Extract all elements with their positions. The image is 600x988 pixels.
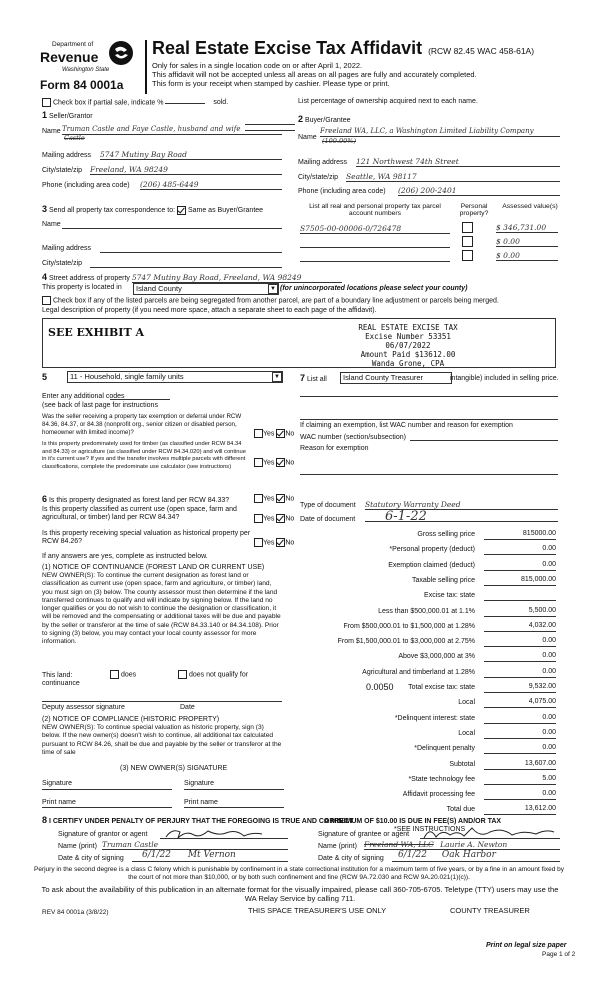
tax-row-label: Local <box>458 729 475 737</box>
tax-row-label: *Delinquent penalty <box>414 745 475 753</box>
section-6-number: 6 <box>42 494 48 504</box>
stamp-line-4: Amount Paid $13612.00 <box>360 350 456 359</box>
section-7-select[interactable] <box>340 372 452 384</box>
current-use-question: Is this property classified as current use (open space, farm and agricultural, or timber) land per RCW 84.34? <box>42 506 237 521</box>
grantee-name-struck: Freeland WA, LLC <box>364 840 434 849</box>
seller-name-field[interactable] <box>62 124 282 135</box>
header-line-2: This affidavit will not be accepted unless all areas on all pages are fully and accurately completed. <box>152 70 477 79</box>
signature-label-1: Signature <box>42 780 72 787</box>
seller-phone-label: Phone (including area code) <box>42 182 130 189</box>
tax-row-value[interactable]: 0.00 <box>484 744 556 754</box>
revenue-word: Revenue <box>40 49 99 65</box>
tax-row-value[interactable] <box>484 591 556 601</box>
buyer-pct: (100.00%) <box>322 137 356 145</box>
located-row <box>42 284 122 291</box>
buyer-mailing-field[interactable]: 121 Northwest 74th Street <box>356 157 560 167</box>
form-number: Form 84 0001a <box>40 78 124 92</box>
seller-phone-field[interactable]: (206) 485-6449 <box>140 180 282 190</box>
deputy-date-label: Date <box>180 704 195 711</box>
seller-mailing-label: Mailing address <box>42 152 92 159</box>
same-as-buyer-checkbox[interactable] <box>177 206 186 215</box>
personal-property-checkbox-2[interactable] <box>462 236 473 247</box>
timber-yes-label: Yes <box>263 459 275 467</box>
deputy-signature-field[interactable] <box>42 700 282 702</box>
timber-yesno <box>254 458 294 467</box>
grantor-city: Mt Vernon <box>187 850 236 860</box>
parcel-number-2[interactable] <box>300 238 450 248</box>
tax-row-label: Total excise tax: state <box>408 684 475 691</box>
street-address-field[interactable]: 5747 Mutiny Bay Road, Freeland, WA 98249 <box>132 273 342 283</box>
certify-text: I CERTIFY UNDER PENALTY OF PERJURY THAT THE FOREGOING IS TRUE AND CORRECT <box>48 818 354 825</box>
tax-row-label: Local <box>458 699 475 707</box>
tax-row-label: Taxable selling price <box>411 576 475 584</box>
exemption-yesno <box>254 429 294 438</box>
does-label: does <box>120 671 137 679</box>
personal-property-checkbox-1[interactable] <box>462 222 473 233</box>
tax-row-value[interactable]: 815000.00 <box>484 530 556 540</box>
grantee-sig-label: Signature of grantee or agent <box>318 831 410 838</box>
county-select[interactable] <box>133 283 279 295</box>
buyer-name-field[interactable]: Freeland WA, LLC, a Washington Limited Liability Company <box>320 127 560 137</box>
grantee-signature-scribble <box>420 826 560 840</box>
county-treasurer: COUNTY TREASURER <box>450 906 530 915</box>
s3-city-label: City/state/zip <box>42 260 83 267</box>
seller-name-value: Truman Castle and Faye Castle, husband and wife <box>62 125 241 133</box>
exemption-no-checkbox[interactable] <box>276 429 285 438</box>
s3-mailing-field[interactable] <box>100 243 282 253</box>
reason-field[interactable] <box>300 466 558 475</box>
section-3-row <box>42 204 263 215</box>
section-7-select-value: Island County Treasurer <box>343 373 424 382</box>
form-title-text: Real Estate Excise Tax Affidavit <box>152 38 423 58</box>
land-use-value: 11 - Household, single family units <box>70 372 184 381</box>
current-use-yes-checkbox[interactable] <box>254 514 263 523</box>
does-not-checkbox[interactable] <box>178 670 187 679</box>
chevron-down-icon: ▼ <box>272 372 282 382</box>
doc-type-label: Type of document <box>300 502 356 509</box>
grantor-name-label: Name (print) <box>58 843 97 850</box>
tax-row-label: Gross selling price <box>417 531 475 538</box>
grantee-date: 6/1/22 <box>398 850 427 860</box>
seller-name-label: Name <box>42 128 61 135</box>
wa-logo-icon <box>108 40 134 66</box>
tax-row-value[interactable]: 4,032.00 <box>484 622 556 632</box>
grantee-city: Oak Harbor <box>441 850 496 860</box>
tax-row-label: Affidavit processing fee <box>402 791 475 799</box>
header-line-1: Only for sales in a single location code on or after April 1, 2022. <box>152 61 363 70</box>
revision: REV 84 0001a (3/8/22) <box>42 909 109 916</box>
grantor-name-field[interactable]: Truman Castle <box>102 840 288 850</box>
historic-yes-label: Yes <box>263 539 275 547</box>
section-8-number: 8 <box>42 815 48 825</box>
parcel-number-1[interactable]: S7505-00-00006-0/726478 <box>300 224 450 234</box>
see-back-label: (see back of last page for instructions <box>42 402 158 409</box>
current-use-yes-label: Yes <box>263 515 275 523</box>
exemption-yes-label: Yes <box>263 430 275 438</box>
recorder-stamp <box>323 323 493 368</box>
buyer-mailing-label: Mailing address <box>298 159 348 166</box>
owner-print-2[interactable] <box>184 806 284 808</box>
wac-number-field[interactable] <box>410 432 558 441</box>
buyer-heading <box>298 114 351 124</box>
personal-col-header: Personal property? <box>459 203 489 217</box>
assessed-value-2[interactable]: $ 0.00 <box>496 237 558 247</box>
tax-row-value[interactable]: 0.00 <box>484 545 556 555</box>
segregated-label: Check box if any of the listed parcels are being segregated from another parcel, are part of a boundary line adjustment or parcels being merged. <box>52 297 499 305</box>
segregated-checkbox[interactable] <box>42 296 51 305</box>
assessed-value-1[interactable]: $ 346,731.00 <box>496 223 558 233</box>
grantor-signature[interactable] <box>160 828 288 839</box>
partial-sale-percent[interactable] <box>165 103 205 104</box>
forest-no-checkbox[interactable] <box>276 494 285 503</box>
exemption-question: Was the seller receiving a property tax exemption or deferral under RCW 84.36, 84.37, or 84.38 (nonprofit org., senior citizen or disabled person, homeowner with limited income)? <box>42 413 242 436</box>
segregated-row <box>42 296 499 305</box>
county-select-value: Island County <box>136 284 182 293</box>
grantor-date-field[interactable] <box>132 850 288 862</box>
notice-2-body: NEW OWNER(S): To continue special valuation as historic property, sign (3) below. If the new owner(s) doesn't wish to continue, all additional tax calculated pursuant to RCW 84.26, shall be due and payable by the seller or transferor at the time of sale <box>42 724 282 756</box>
section-2-number: 2 <box>298 114 304 124</box>
historic-no-checkbox[interactable] <box>276 538 285 547</box>
buyer-title: Buyer/Grantee <box>304 117 351 124</box>
located-label: This property is located in <box>42 284 122 291</box>
grantor-signature-scribble <box>160 828 288 840</box>
if-any-yes: If any answers are yes, complete as instructed below. <box>42 553 208 560</box>
s3-name-field[interactable] <box>62 219 282 229</box>
print-name-label-2: Print name <box>184 799 218 806</box>
timber-no-label: No <box>285 459 295 467</box>
partial-sale-checkbox[interactable] <box>42 98 51 107</box>
county-note: (for unincorporated locations please select your county) <box>280 285 468 292</box>
grantee-name-field[interactable] <box>364 840 560 850</box>
tax-row-value[interactable]: 0.00 <box>484 561 556 571</box>
legal-desc-label: Legal description of property (if you need more space, attach a separate sheet to each page of the affidavit). <box>42 307 377 314</box>
stamp-line-3: 06/07/2022 <box>385 341 431 350</box>
partial-sale-sold: sold. <box>213 99 229 107</box>
buyer-city-label: City/state/zip <box>298 174 339 181</box>
owner-signature-1[interactable] <box>42 788 172 790</box>
tax-row-label: Less than $500,000.01 at 1.1% <box>378 607 475 615</box>
exemption-wac-note: If claiming an exemption, list WAC number and reason for exemption <box>300 422 513 429</box>
doc-date-label: Date of document <box>300 516 356 523</box>
form-rcw: (RCW 82.45 WAC 458-61A) <box>428 46 535 56</box>
grantor-sig-label: Signature of grantor or agent <box>58 831 148 838</box>
header-line-3 <box>152 79 390 88</box>
historic-yesno <box>254 538 294 547</box>
reason-label: Reason for exemption <box>300 445 369 452</box>
tax-row-value[interactable]: 5.00 <box>484 775 556 785</box>
notice-1-title: (1) NOTICE OF CONTINUANCE (FOREST LAND OR CURRENT USE) <box>42 564 265 571</box>
section-7-row <box>300 373 327 383</box>
see-instructions: *SEE INSTRUCTIONS <box>394 826 466 833</box>
section-7-label: List all <box>306 376 327 383</box>
tax-row-value[interactable]: 0.00 <box>484 729 556 739</box>
timber-question: Is this property predominately used for timber (as classified under RCW 84.34 and 84.33) or agriculture (as classified under RCW 84.34.020) and will continue in it's current use? If yes and the transfer involves multiple parcels with different classifications, complete the predominate use calculator (see instructions) <box>42 441 246 470</box>
grantee-signature[interactable] <box>420 826 560 839</box>
tax-row-value[interactable]: 5,500.00 <box>484 607 556 617</box>
historic-yes-checkbox[interactable] <box>254 538 263 547</box>
seller-strike-line: Castle <box>64 134 85 142</box>
buyer-phone-label: Phone (including area code) <box>298 188 386 195</box>
forest-question: Is this property designated as forest land per RCW 84.33? <box>48 497 230 504</box>
parcel-number-3[interactable] <box>300 252 450 262</box>
s3-name-label: Name <box>42 221 61 228</box>
forest-yes-checkbox[interactable] <box>254 494 263 503</box>
grantor-date-label: Date & city of signing <box>58 855 124 862</box>
stamp-line-5: Wanda Grone, CPA <box>371 359 445 368</box>
print-name-label-1: Print name <box>42 799 76 806</box>
print-legal: Print on legal size paper <box>486 942 567 949</box>
ownership-note: List percentage of ownership acquired next to each name. <box>298 98 478 105</box>
section-4-number: 4 <box>42 272 48 282</box>
buyer-phone-field[interactable]: (206) 200-2401 <box>398 186 560 196</box>
seller-city-field[interactable]: Freeland, WA 98249 <box>90 165 282 175</box>
grantee-name: Laurie A. Newton <box>440 840 508 849</box>
grantee-name-label: Name (print) <box>318 843 357 850</box>
tax-row-label: *Personal property (deduct) <box>389 546 475 554</box>
does-option <box>110 670 136 679</box>
grantee-date-label: Date & city of signing <box>318 855 384 862</box>
section-3-label: Send all property tax correspondence to: <box>48 207 176 214</box>
historic-question: Is this property receiving special valuation as historical property per RCW 84.26? <box>42 530 251 545</box>
section-7-rest-line <box>300 396 558 397</box>
tax-row-label: *Delinquent interest: state <box>394 714 475 722</box>
tax-row-value[interactable]: 0.00 <box>484 637 556 647</box>
deputy-signature-label: Deputy assessor signature <box>42 704 125 711</box>
grantor-date: 6/1/22 <box>142 850 171 860</box>
current-use-yesno <box>254 514 294 523</box>
seller-name-strike <box>245 124 295 131</box>
stamp-line-2: Excise Number 53351 <box>365 332 451 341</box>
tax-row-value[interactable]: 9,532.00 <box>484 683 556 693</box>
stamp-line-1: REAL ESTATE EXCISE TAX <box>358 323 458 332</box>
forest-yes-label: Yes <box>263 495 275 503</box>
buyer-name-label: Name <box>298 134 317 141</box>
section-7-rest: intangible) included in selling price. <box>450 375 559 382</box>
assessed-value-3[interactable]: $ 0.00 <box>496 251 558 261</box>
tax-row-label: From $500,000.01 to $1,500,000 at 1.28% <box>343 622 475 630</box>
header-line-3-text: This form is your receipt when stamped by cashier. Please type or print. <box>152 79 390 88</box>
exemption-note-line <box>300 419 558 420</box>
tax-row-value[interactable]: 13,612.00 <box>484 805 556 815</box>
dept-line: Department of <box>52 41 94 48</box>
grantee-date-field[interactable] <box>392 850 560 862</box>
form-title <box>152 38 534 59</box>
section-8-row <box>42 815 354 825</box>
timber-no-checkbox[interactable] <box>276 458 285 467</box>
tax-row-label: Total due <box>446 806 475 814</box>
section-7-number: 7 <box>300 373 306 383</box>
owner-print-1[interactable] <box>42 806 172 808</box>
assessed-col-header: Assessed value(s) <box>502 203 558 210</box>
same-as-buyer-label: Same as Buyer/Grantee <box>187 207 264 214</box>
this-land-label: This land: <box>42 672 73 679</box>
street-address-label: Street address of property <box>48 275 130 282</box>
tax-row-label: Excise tax: state <box>424 592 475 600</box>
parcel-col-header: List all real and personal property tax parcel account numbers <box>309 203 441 217</box>
forest-yesno <box>254 494 294 503</box>
notice-1-body: NEW OWNER(S): To continue the current designation as forest land or classification as current use (open space, farm and agriculture, or timber) land, you must sign on (3) below. The county assessor must then determine if the land transferred continues to qualify and will indicate by signing below. If the land no longer qualifies or you do not wish to continue the designation or classification, it will be removed and the compensating or additional taxes will be due and payable by the seller or transferor at the time of sale (RCW 84.33.140 or 84.34.108). Prior to signing (3) below, you may contact your local county assessor for more information. <box>42 572 281 646</box>
page-number: Page 1 of 2 <box>542 951 576 958</box>
tax-row-value[interactable]: 0.00 <box>484 714 556 724</box>
buyer-city-field[interactable]: Seattle, WA 98117 <box>346 172 560 182</box>
s3-mailing-label: Mailing address <box>42 245 92 252</box>
continuance-label: continuance <box>42 680 80 687</box>
alternate-format: To ask about the availability of this publication in an alternate format for the visually impaired, please call 360-705-6705. Teletype (TTY) users may use the WA Relay Service by calling 711. <box>41 885 559 903</box>
current-use-no-checkbox[interactable] <box>276 514 285 523</box>
section-5-number: 5 <box>42 372 48 382</box>
seller-city-label: City/state/zip <box>42 167 83 174</box>
current-use-no-label: No <box>285 515 295 523</box>
chevron-down-icon: ▼ <box>268 284 278 294</box>
tax-row-value[interactable]: 13,607.00 <box>484 760 556 770</box>
doc-date-field[interactable]: 6-1-22 <box>365 509 558 522</box>
tax-row-label: Exemption claimed (deduct) <box>388 561 475 569</box>
legal-description-box[interactable] <box>42 318 556 368</box>
treasurer-use: THIS SPACE TREASURER'S USE ONLY <box>248 906 387 915</box>
state-line: Washington State <box>62 67 110 73</box>
owner-signature-2[interactable] <box>184 788 284 790</box>
minimum-due: A MINIMUM OF $10.00 IS DUE IN FEE(S) AND/OR TAX <box>324 818 502 825</box>
does-not-label: does not qualify for <box>188 671 249 679</box>
forest-no-label: No <box>285 495 295 503</box>
tax-row-value[interactable]: 0.00 <box>484 652 556 662</box>
notice-3-title: (3) NEW OWNER(S) SIGNATURE <box>120 765 228 772</box>
personal-property-checkbox-3[interactable] <box>462 250 473 261</box>
seller-mailing-field[interactable]: 5747 Mutiny Bay Road <box>100 150 282 160</box>
section-6-row <box>42 494 229 504</box>
does-checkbox[interactable] <box>110 670 119 679</box>
partial-sale-row <box>42 98 228 107</box>
section-4-row <box>42 272 342 283</box>
perjury-notice: Perjury in the second degree is a class C felony which is punishable by confinement in a state correctional institution for a maximum term of five years, or by a fine in an amount fixed by the court of not more than $10,000, or by both such confinement and fine (RCW 9A.72.030 and RCW 9A.20.021(1)(c)). <box>34 866 565 881</box>
doc-type-field[interactable]: Statutory Warranty Deed <box>365 500 558 510</box>
s3-city-field[interactable] <box>90 258 282 268</box>
tax-row-value[interactable]: 0.00 <box>484 790 556 800</box>
tax-row-value[interactable]: 815,000.00 <box>484 576 556 586</box>
additional-codes-label: Enter any additional codes <box>42 393 125 400</box>
tax-row-label: Subtotal <box>449 760 475 768</box>
tax-row-label: Agricultural and timberland at 1.28% <box>362 668 475 676</box>
partial-sale-label: Check box if partial sale, indicate % <box>52 99 164 107</box>
historic-no-label: No <box>285 539 295 547</box>
tax-row-value[interactable]: 4,075.00 <box>484 698 556 708</box>
section-1-number: 1 <box>42 110 48 120</box>
tax-row-label: Above $3,000,000 at 3% <box>398 653 475 661</box>
signature-label-2: Signature <box>184 780 214 787</box>
timber-yes-checkbox[interactable] <box>254 458 263 467</box>
additional-codes-field[interactable] <box>110 391 170 400</box>
does-not-option <box>178 670 248 679</box>
tax-row-value[interactable]: 0.00 <box>484 668 556 678</box>
header-divider <box>145 40 147 94</box>
seller-title: Seller/Grantor <box>48 113 93 120</box>
exhibit-text: SEE EXHIBIT A <box>48 326 144 339</box>
section-3-number: 3 <box>42 204 48 214</box>
exemption-no-label: No <box>285 430 295 438</box>
wac-number-label: WAC number (section/subsection) <box>300 434 406 441</box>
tax-row-label: From $1,500,000.01 to $3,000,000 at 2.75% <box>337 638 475 646</box>
notice-2-title: (2) NOTICE OF COMPLIANCE (HISTORIC PROPERTY) <box>42 716 220 723</box>
tax-row-label: *State technology fee <box>408 775 475 783</box>
exemption-yes-checkbox[interactable] <box>254 429 263 438</box>
local-rate: 0.0050 <box>366 682 394 692</box>
land-use-select[interactable] <box>67 371 283 383</box>
seller-heading <box>42 110 93 120</box>
